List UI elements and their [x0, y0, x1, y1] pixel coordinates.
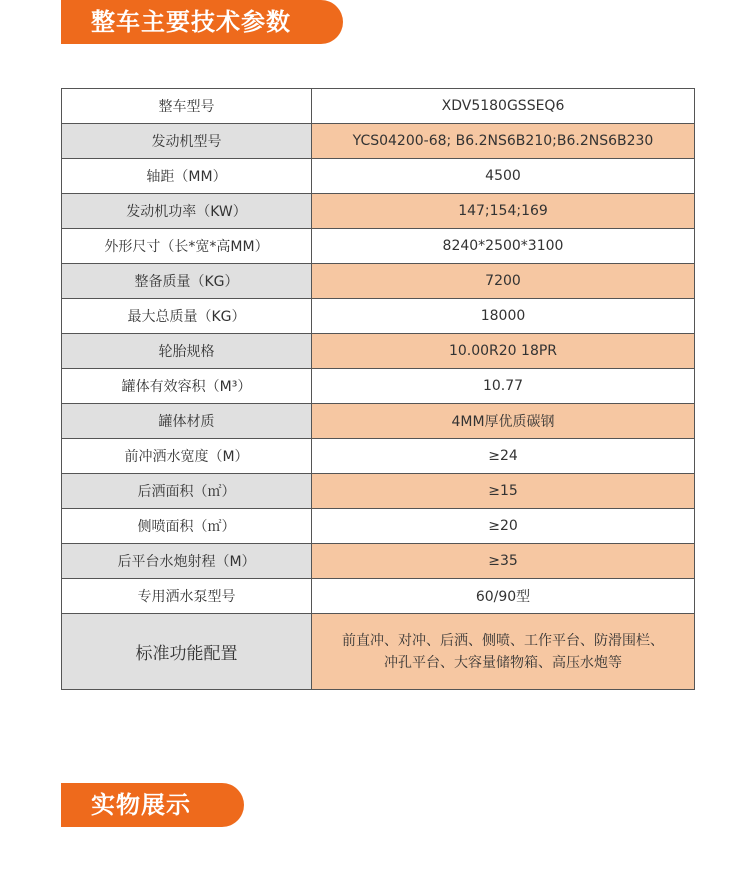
- spec-label: 前冲洒水宽度（M）: [62, 439, 312, 474]
- spec-label: 整备质量（KG）: [62, 264, 312, 299]
- spec-label: 后平台水炮射程（M）: [62, 544, 312, 579]
- spec-label: 发动机功率（KW）: [62, 194, 312, 229]
- section-title-photos: 实物展示: [61, 783, 244, 827]
- table-row: [62, 439, 695, 474]
- spec-value: YCS04200-68; B6.2NS6B210;B6.2NS6B230: [312, 124, 695, 159]
- spec-value: ≥35: [312, 544, 695, 579]
- spec-table: [61, 88, 695, 690]
- table-row: [62, 614, 695, 690]
- table-row: [62, 579, 695, 614]
- spec-label: 后洒面积（㎡）: [62, 474, 312, 509]
- table-row: [62, 474, 695, 509]
- spec-value: 10.77: [312, 369, 695, 404]
- spec-value: 8240*2500*3100: [312, 229, 695, 264]
- spec-value: 147;154;169: [312, 194, 695, 229]
- table-row: [62, 299, 695, 334]
- table-row: [62, 89, 695, 124]
- table-row: [62, 124, 695, 159]
- spec-label: 罐体材质: [62, 404, 312, 439]
- spec-label: 罐体有效容积（M³）: [62, 369, 312, 404]
- table-row: [62, 159, 695, 194]
- spec-value: 前直冲、对冲、后洒、侧喷、工作平台、防滑围栏、 冲孔平台、大容量储物箱、高压水炮等: [312, 614, 695, 690]
- spec-label: 发动机型号: [62, 124, 312, 159]
- spec-value: 4500: [312, 159, 695, 194]
- spec-value: 7200: [312, 264, 695, 299]
- table-row: [62, 334, 695, 369]
- table-row: [62, 369, 695, 404]
- spec-value: 18000: [312, 299, 695, 334]
- spec-label: 标准功能配置: [62, 614, 312, 690]
- table-row: [62, 544, 695, 579]
- spec-value: 10.00R20 18PR: [312, 334, 695, 369]
- spec-label: 轴距（MM）: [62, 159, 312, 194]
- spec-label: 侧喷面积（㎡）: [62, 509, 312, 544]
- spec-value: ≥20: [312, 509, 695, 544]
- section-title-specs: 整车主要技术参数: [61, 0, 343, 44]
- spec-label: 最大总质量（KG）: [62, 299, 312, 334]
- table-row: [62, 404, 695, 439]
- table-row: [62, 229, 695, 264]
- table-row: [62, 194, 695, 229]
- spec-value: 60/90型: [312, 579, 695, 614]
- spec-value: ≥24: [312, 439, 695, 474]
- spec-value: XDV5180GSSEQ6: [312, 89, 695, 124]
- table-row: [62, 264, 695, 299]
- spec-label: 专用洒水泵型号: [62, 579, 312, 614]
- spec-label: 外形尺寸（长*宽*高MM）: [62, 229, 312, 264]
- spec-value: ≥15: [312, 474, 695, 509]
- spec-value: 4MM厚优质碳钢: [312, 404, 695, 439]
- spec-label: 整车型号: [62, 89, 312, 124]
- spec-label: 轮胎规格: [62, 334, 312, 369]
- table-row: [62, 509, 695, 544]
